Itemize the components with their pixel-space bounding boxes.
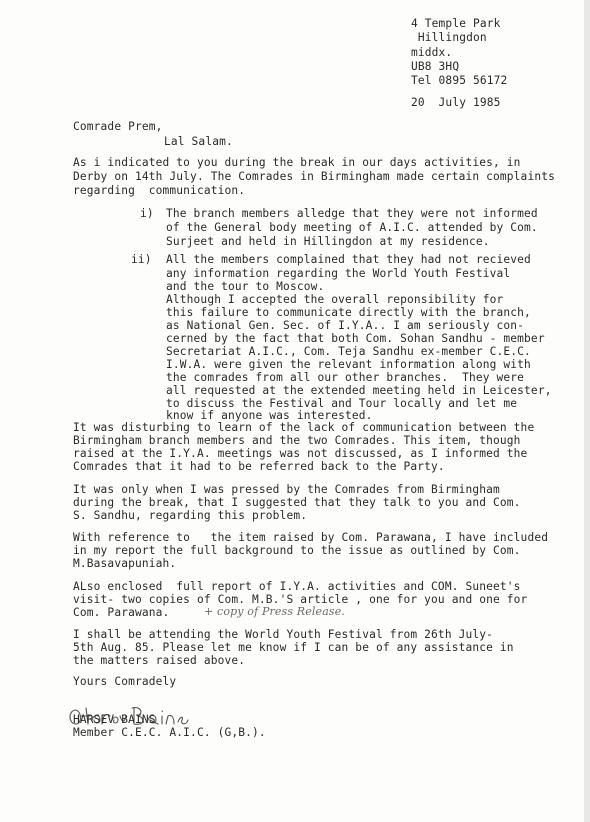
paragraph-line: It was disturbing to learn of the lack of communication between the [73,421,535,434]
paragraph-line: Com. Parawana. [73,606,170,619]
point-line: I.W.A. were given the relevant information along with [166,358,531,371]
paragraph-line: With reference to the item raised by Com. Parawana, I have included [73,531,549,544]
intro-line: Derby on 14th July. The Comrades in Birmingham made certain complaints [73,170,555,183]
paragraph-line: visit- two copies of Com. M.B.'S article , one for you and one for [73,593,528,606]
handwritten-note: + copy of Press Release. [204,605,346,618]
address-line: Hillingdon [411,31,487,44]
paragraph-line: It was only when I was pressed by the Comrades from Birmingham [73,483,500,496]
paragraph-line: 5th Aug. 85. Please let me know if I can be of any assistance in [73,641,514,654]
paragraph-line: S. Sandhu, regarding this problem. [73,509,308,522]
paragraph-line: raised at the I.Y.A. meetings was not discussed, as I informed the [73,447,528,460]
point-line: know if anyone was interested. [166,409,373,422]
sender-title: Member C.E.C. A.I.C. (G,B.). [73,726,266,739]
paragraph-line: Comrades that it had to be referred back to the Party. [73,460,445,473]
paragraph-line: ALso enclosed full report of I.Y.A. activities and COM. Suneet's [73,580,521,593]
point-line: The branch members alledge that they were not informed [166,207,538,220]
paragraph-line: in my report the full background to the issue as outlined by Com. [73,544,521,557]
intro-line: As i indicated to you during the break in our days activities, in [73,156,521,169]
point-line: this failure to communicate directly with the branch, [166,306,531,319]
point-line: Secretariat A.I.C., Com. Teja Sandhu ex-member C.E.C. [166,345,531,358]
point-line: and the tour to Moscow. [166,280,325,293]
closing: Yours Comradely [73,675,177,688]
point-line: the comrades from all our other branches. They were [166,371,525,384]
paragraph-line: I shall be attending the World Youth Festival from 26th July- [73,628,494,641]
paragraph-line: the matters raised above. [73,654,246,667]
salutation: Comrade Prem, [73,120,163,133]
address-line: middx. [411,46,453,59]
point-line: Surjeet and held in Hillingdon at my residence. [166,235,490,248]
paragraph-line: M.Basavapuniah. [73,557,177,570]
point-number: ii) [131,253,152,266]
point-number: i) [140,207,154,220]
address-line: Tel 0895 56172 [411,74,508,87]
scan-edge [584,0,590,822]
point-line: Although I accepted the overall reponsibility for [166,293,504,306]
address-line: 4 Temple Park [411,17,501,30]
address-line: UB8 3HQ [411,60,460,73]
paragraph-line: Birmingham branch members and the two Comrades. This item, though [73,434,521,447]
point-line: cerned by the fact that both Com. Sohan Sandhu - member [166,332,545,345]
point-line: any information regarding the World Youth Festival [166,267,511,280]
paragraph-line: during the break, that I suggested that they talk to you and Com. [73,496,521,509]
point-line: of the General body meeting of A.I.C. attended by Com. [166,221,538,234]
point-line: as National Gen. Sec. of I.Y.A.. I am seriously con- [166,319,525,332]
point-line: to discuss the Festival and Tour locally and let me [166,397,518,410]
sender-name: HARSEV BAINS [73,713,156,726]
point-line: All the members complained that they had not recieved [166,253,531,266]
letter-date: 20 July 1985 [411,96,501,109]
point-line: all requested at the extended meeting held in Leicester, [166,384,552,397]
intro-line: regarding communication. [73,184,246,197]
greeting: Lal Salam. [164,135,233,148]
